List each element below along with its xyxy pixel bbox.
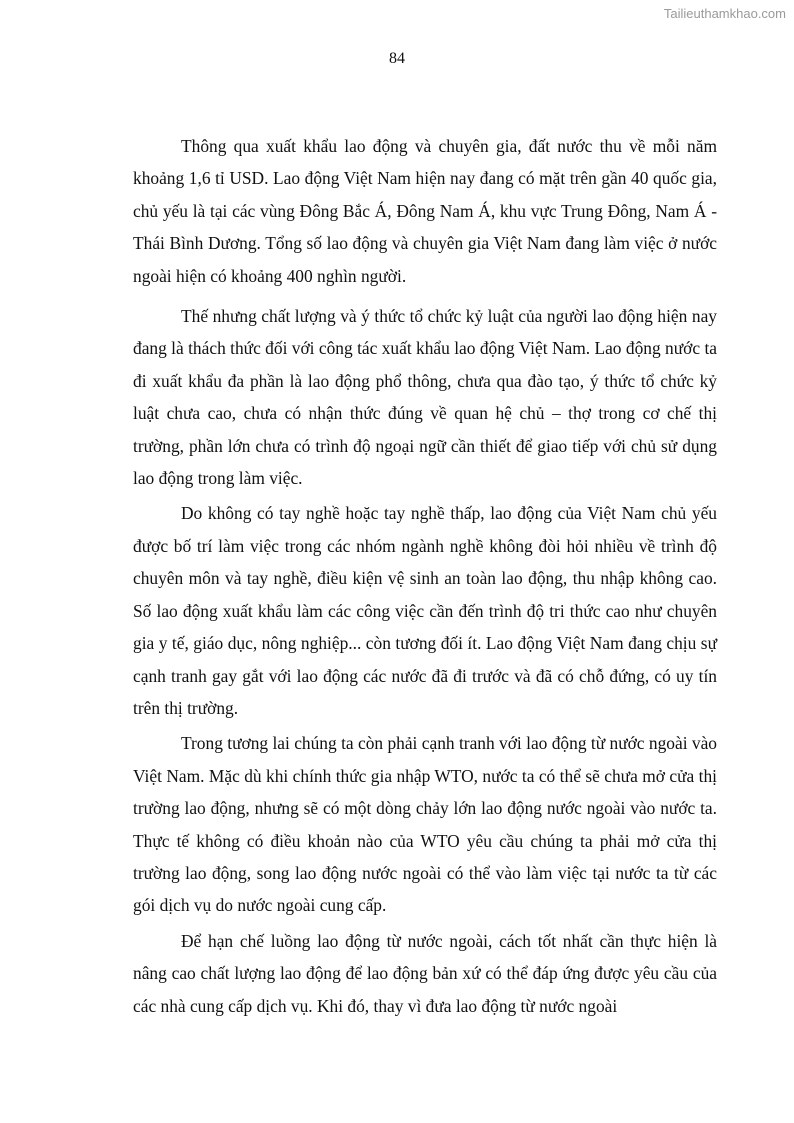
paragraph: Để hạn chế luồng lao động từ nước ngoài, cách tốt nhất cần thực hiện là nâng cao chất lượng lao động để lao động bản xứ có thể đáp ứng được yêu cầu của các nhà cung cấp dịch vụ. Khi đó, thay vì đưa lao động từ nước ngoài: [133, 930, 717, 1016]
watermark: Tailieuthamkhao.com: [663, 6, 786, 21]
paragraph: Thông qua xuất khẩu lao động và chuyên gia, đất nước thu về mỗi năm khoảng 1,6 tỉ USD. Lao động Việt Nam hiện nay đang có mặt trên gần 40 quốc gia, chủ yếu là tại các vùng Đông Bắc Á, Đông Nam Á, khu vực Trung Đông, Nam Á - Thái Bình Dương. Tổng số lao động và chuyên gia Việt Nam đang làm việc ở nước ngoài hiện có khoảng 400 nghìn người.: [133, 136, 717, 286]
body-text: [133, 130, 717, 1022]
paragraph: Thế nhưng chất lượng và ý thức tổ chức kỷ luật của người lao động hiện nay đang là thách thức đối với công tác xuất khẩu lao động Việt Nam. Lao động nước ta đi xuất khẩu đa phần là lao động phổ thông, chưa qua đào tạo, ý thức tổ chức kỷ luật chưa cao, chưa có nhận thức đúng về quan hệ chủ – thợ trong cơ chế thị trường, phần lớn chưa có trình độ ngoại ngữ cần thiết để giao tiếp với chủ sử dụng lao động trong làm việc.: [133, 306, 717, 489]
page-number: 84: [389, 50, 405, 67]
paragraph: Do không có tay nghề hoặc tay nghề thấp, lao động của Việt Nam chủ yếu được bố trí làm việc trong các nhóm ngành nghề không đòi hỏi nhiều về trình độ chuyên môn và tay nghề, điều kiện vệ sinh an toàn lao động, thu nhập không cao. Số lao động xuất khẩu làm các công việc cần đến trình độ tri thức cao như chuyên gia y tế, giáo dục, nông nghiệp... còn tương đối ít. Lao động Việt Nam đang chịu sự cạnh tranh gay gắt với lao động các nước đã đi trước và đã có chỗ đứng, có uy tín trên thị trường.: [133, 503, 717, 718]
paragraph: Trong tương lai chúng ta còn phải cạnh tranh với lao động từ nước ngoài vào Việt Nam. Mặc dù khi chính thức gia nhập WTO, nước ta có thể sẽ chưa mở cửa thị trường lao động, nhưng sẽ có một dòng chảy lớn lao động nước ngoài vào nước ta. Thực tế không có điều khoản nào của WTO yêu cầu chúng ta phải mở cửa thị trường lao động, song lao động nước ngoài có thể vào làm việc tại nước ta từ các gói dịch vụ do nước ngoài cung cấp.: [133, 733, 717, 916]
